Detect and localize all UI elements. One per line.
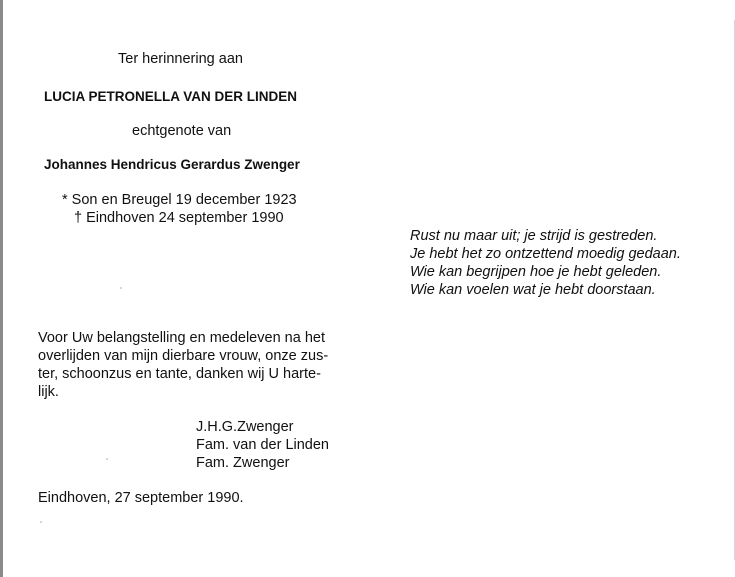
thanks-line: lijk. [38,384,59,400]
intro-text: Ter herinnering aan [118,51,243,67]
poem-line: Je hebt het zo ontzettend moedig gedaan. [410,246,681,262]
poem-line: Wie kan voelen wat je hebt doorstaan. [410,282,656,298]
scan-speck [120,287,122,289]
thanks-line: ter, schoonzus en tante, danken wij U harte- [38,366,321,382]
relation-text: echtgenote van [132,123,232,139]
thanks-line: Voor Uw belangstelling en medeleven na het [38,330,325,346]
poem-line: Wie kan begrijpen hoe je hebt geleden. [410,264,662,280]
spouse-name: Johannes Hendricus Gerardus Zwenger [44,157,300,172]
death-line: † Eindhoven 24 september 1990 [74,210,284,226]
signature-line: Fam. Zwenger [196,455,290,471]
poem-line: Rust nu maar uit; je strijd is gestreden. [410,228,658,244]
scan-speck [40,521,42,523]
signature-line: J.H.G.Zwenger [196,419,294,435]
signature-line: Fam. van der Linden [196,437,329,453]
deceased-name: LUCIA PETRONELLA VAN DER LINDEN [44,89,297,104]
place-date: Eindhoven, 27 september 1990. [38,490,244,506]
scan-speck [106,458,108,460]
thanks-line: overlijden van mijn dierbare vrouw, onze zus- [38,348,329,364]
birth-line: * Son en Breugel 19 december 1923 [62,192,297,208]
scan-edge [0,0,3,577]
